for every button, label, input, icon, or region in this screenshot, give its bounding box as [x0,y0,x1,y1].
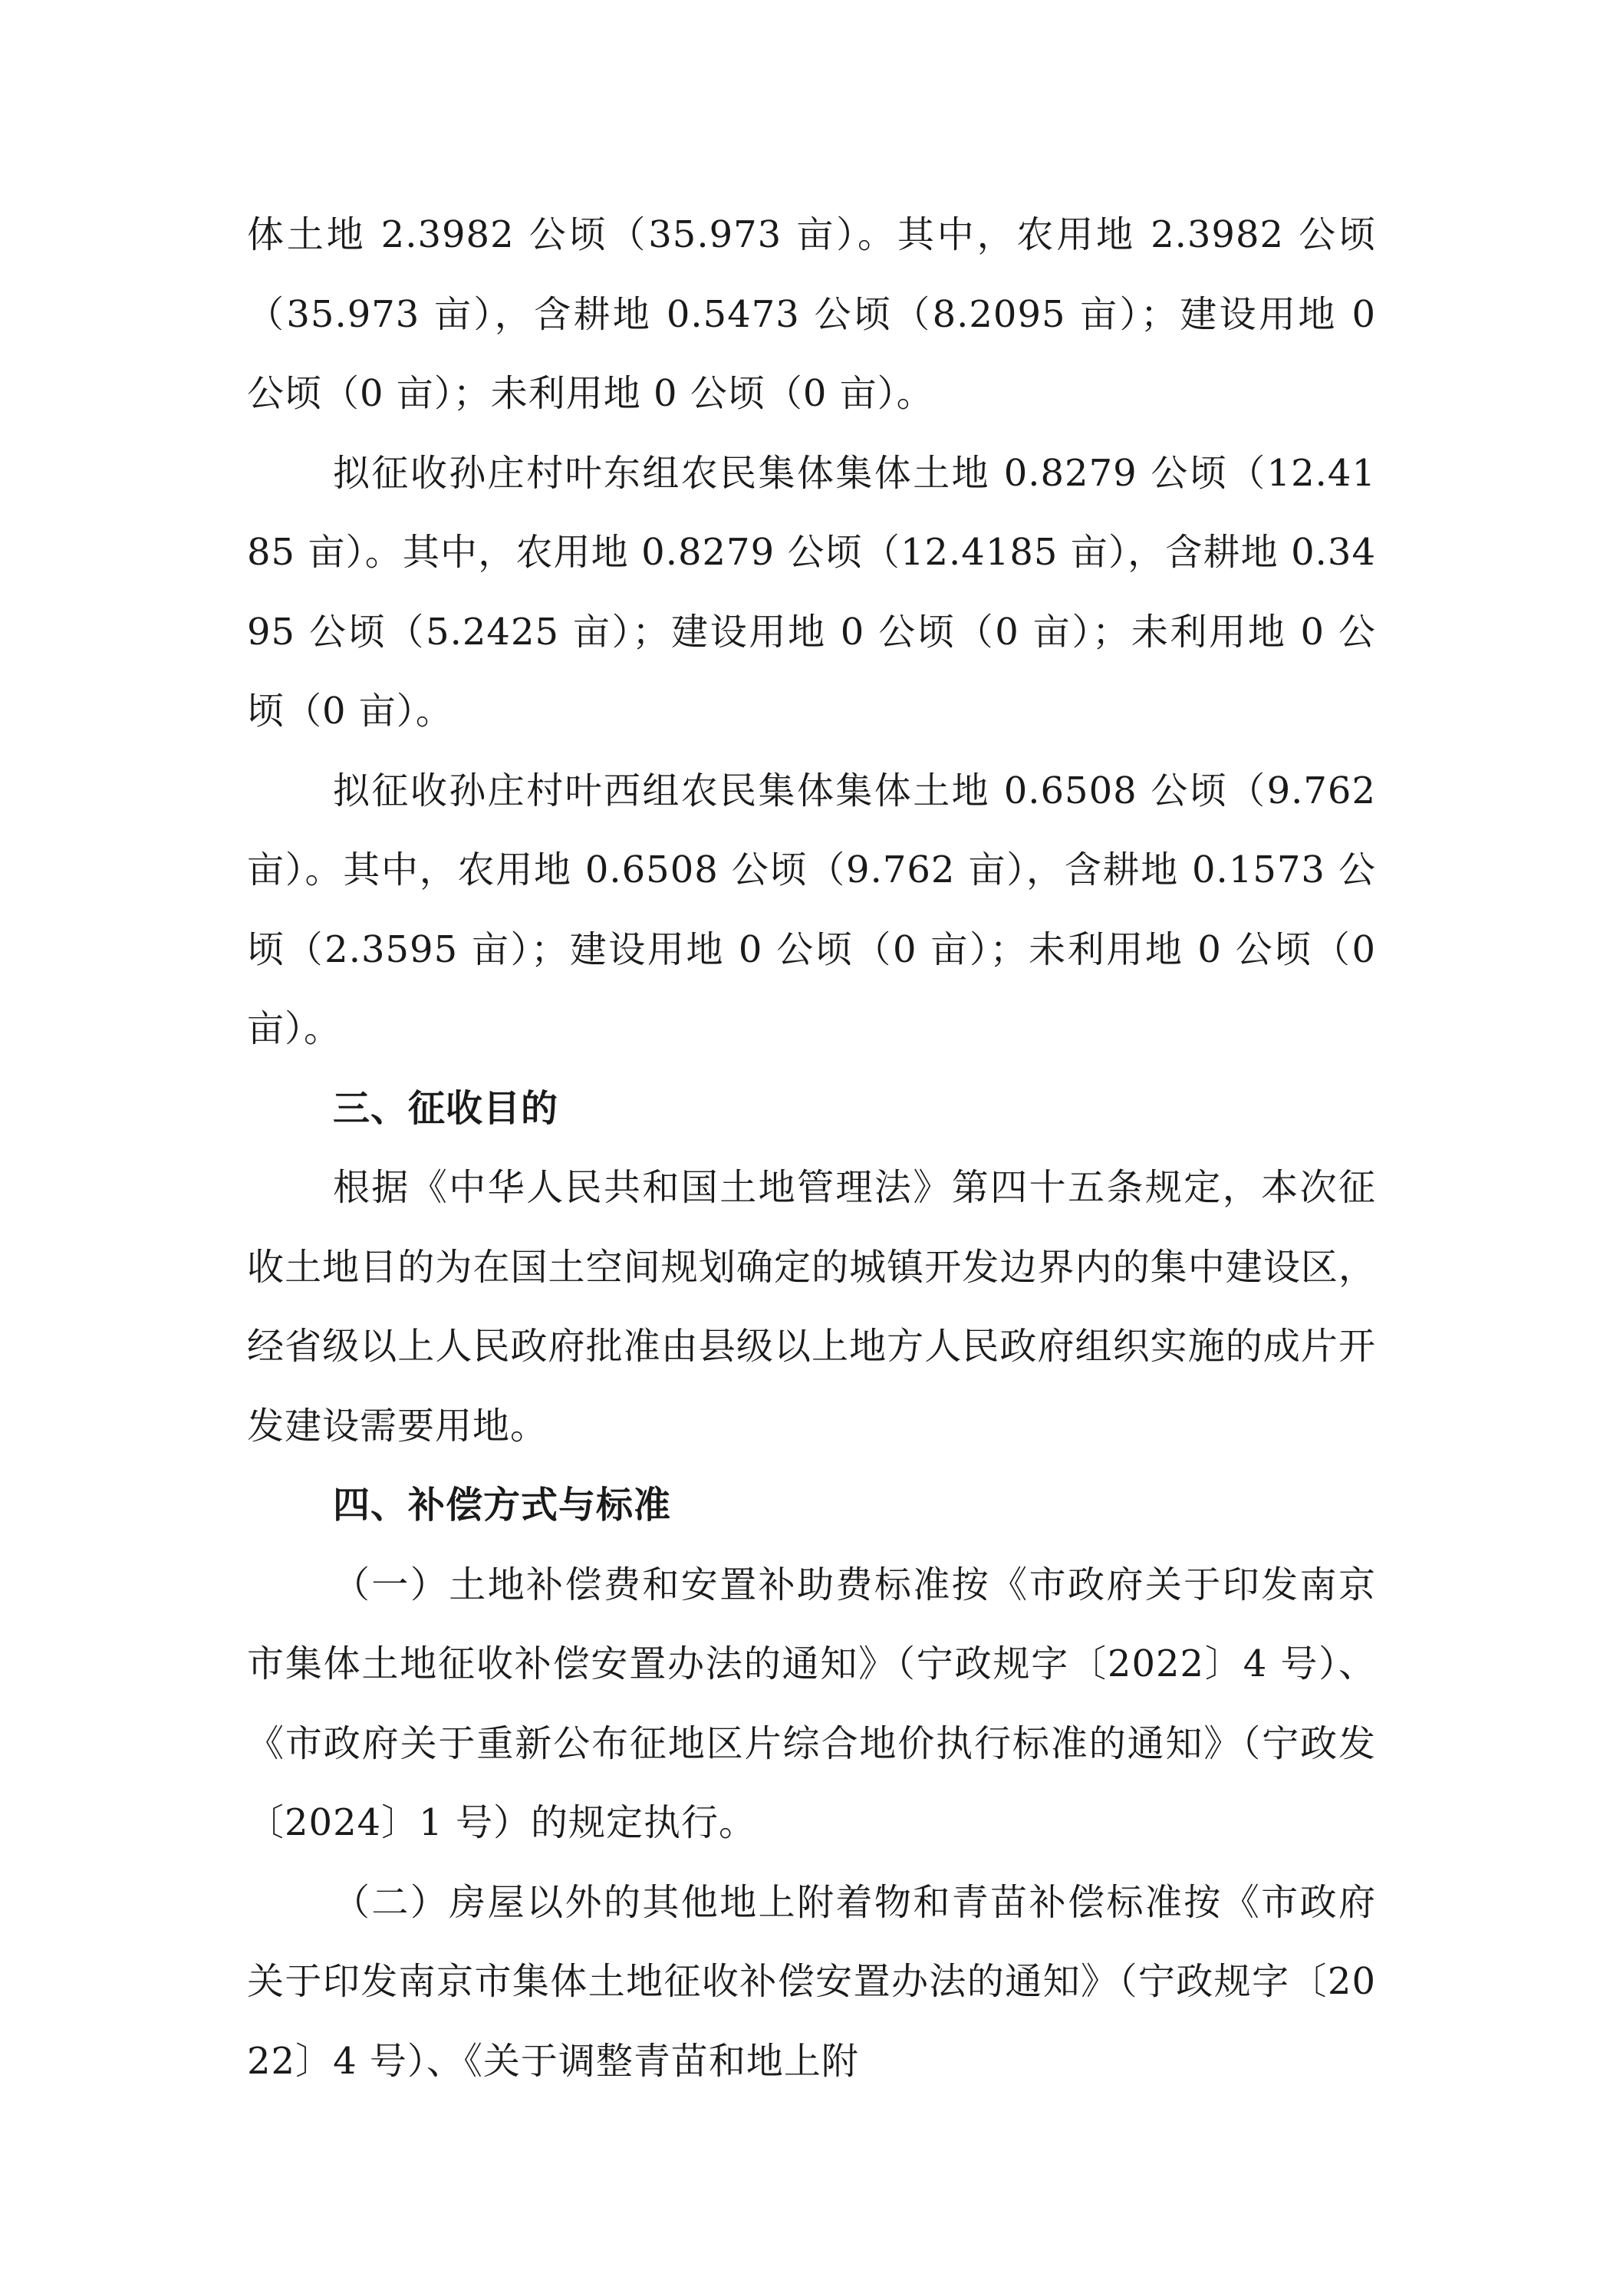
paragraph-purpose: 根据《中华人民共和国土地管理法》第四十五条规定，本次征收土地目的为在国土空间规划确定的城镇开发边界内的集中建设区，经省级以上人民政府批准由县级以上地方人民政府组织实施的成片开发建设需要用地。 [247,1166,1376,1448]
document-body [247,196,1376,2101]
paragraph-compensation-item-2: （二）房屋以外的其他地上附着物和青苗补偿标准按《市政府关于印发南京市集体土地征收补偿安置办法的通知》（宁政规字〔2022〕4 号）、《关于调整青苗和地上附 [247,1880,1376,2083]
section-heading-purpose: 三、征收目的 [333,1086,559,1130]
paragraph-land-summary-continued: 体土地 2.3982 公顷（35.973 亩）。其中，农用地 2.3982 公顷（35.973 亩），含耕地 0.5473 公顷（8.2095 亩）；建设用地 0 公顷（0 亩）；未利用地 0 公顷（0 亩）。 [247,213,1376,415]
section-heading-compensation: 四、补偿方式与标准 [333,1484,672,1527]
paragraph-compensation-item-1: （一）土地补偿费和安置补助费标准按《市政府关于印发南京市集体土地征收补偿安置办法的通知》（宁政规字〔2022〕4 号）、《市政府关于重新公布征地区片综合地价执行标准的通知》（宁政发〔2024〕1 号）的规定执行。 [247,1563,1376,1844]
paragraph-yedong-group-land: 拟征收孙庄村叶东组农民集体集体土地 0.8279 公顷（12.4185 亩）。其中，农用地 0.8279 公顷（12.4185 亩），含耕地 0.3495 公顷（5.2425 亩）；建设用地 0 公顷（0 亩）；未利用地 0 公顷（0 亩）。 [247,451,1376,733]
paragraph-yexi-group-land: 拟征收孙庄村叶西组农民集体集体土地 0.6508 公顷（9.762 亩）。其中，农用地 0.6508 公顷（9.762 亩），含耕地 0.1573 公顷（2.3595 亩）；建设用地 0 公顷（0 亩）；未利用地 0 公顷（0 亩）。 [247,769,1376,1050]
